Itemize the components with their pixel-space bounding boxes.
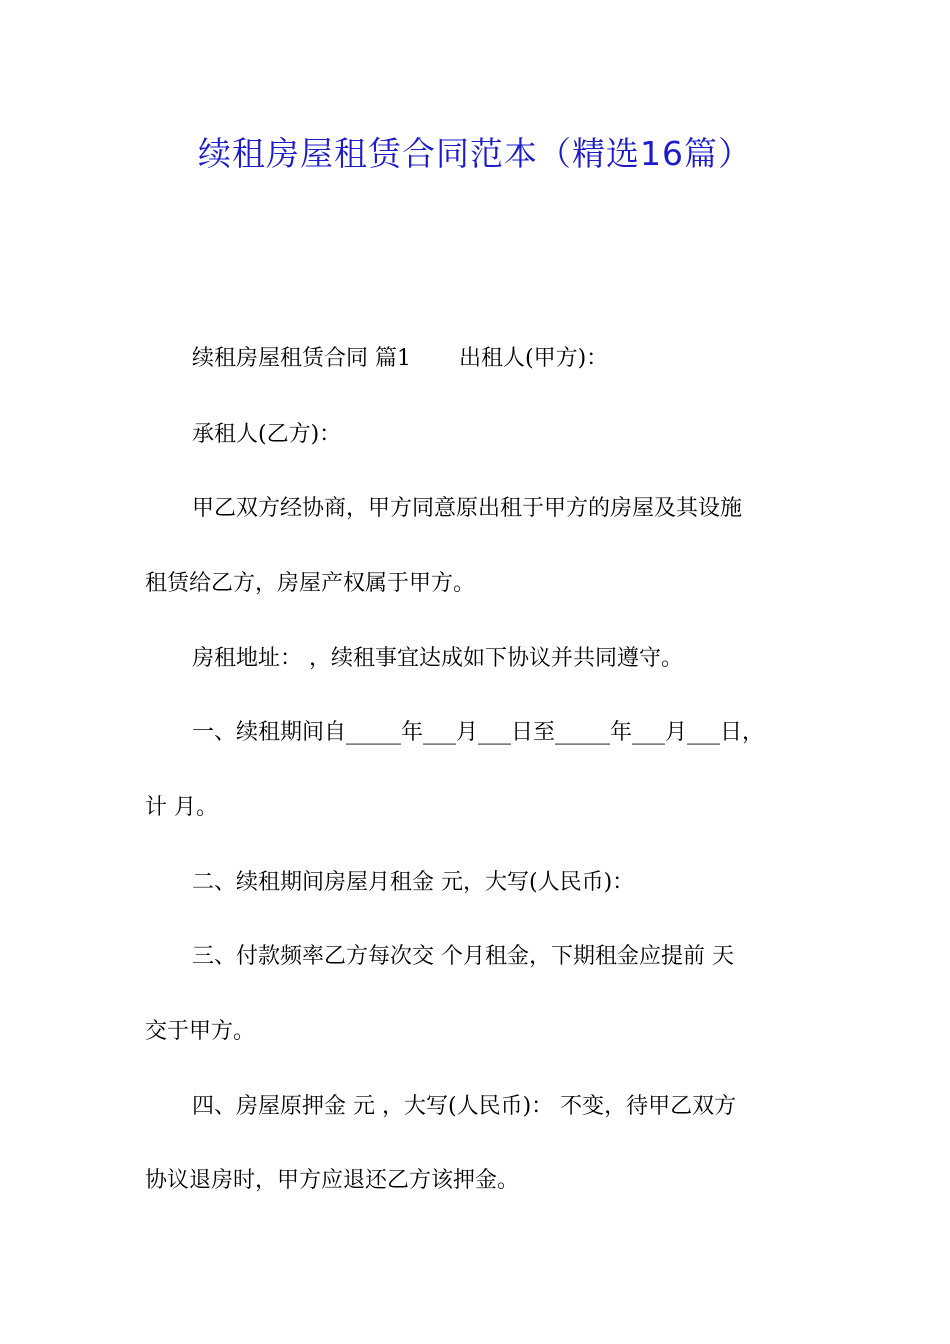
lessee-label: 承租人(乙方)： — [192, 422, 342, 447]
document-title: 续租房屋租赁合同范本（精选16篇） — [198, 134, 752, 173]
contract-heading-line — [192, 344, 608, 374]
lessor-label: 出租人(甲方)： — [459, 346, 609, 371]
clause-3-line: 三、付款频率乙方每次交 个月租金，下期租金应提前 天 — [192, 944, 734, 969]
clause-2-line: 二、续租期间房屋月租金 元，大写(人民币)： — [192, 870, 635, 895]
clause-4-continuation: 协议退房时，甲方应退还乙方该押金。 — [145, 1168, 520, 1193]
contract-section-label: 续租房屋租赁合同 篇1 — [192, 346, 411, 371]
clause-3-continuation: 交于甲方。 — [145, 1019, 256, 1044]
clause-4-line: 四、房屋原押金 元 ，大写(人民币)： 不变，待甲乙双方 — [192, 1094, 737, 1119]
paragraph-line: 房租地址： ，续租事宜达成如下协议并共同遵守。 — [192, 646, 683, 671]
clause-1-line: 一、续租期间自_____年___月___日至_____年___月___日， — [192, 720, 765, 745]
paragraph-line: 甲乙双方经协商，甲方同意原出租于甲方的房屋及其设施 — [192, 496, 743, 521]
paragraph-line: 租赁给乙方，房屋产权属于甲方。 — [145, 571, 476, 596]
clause-1-continuation: 计 月。 — [145, 795, 218, 820]
